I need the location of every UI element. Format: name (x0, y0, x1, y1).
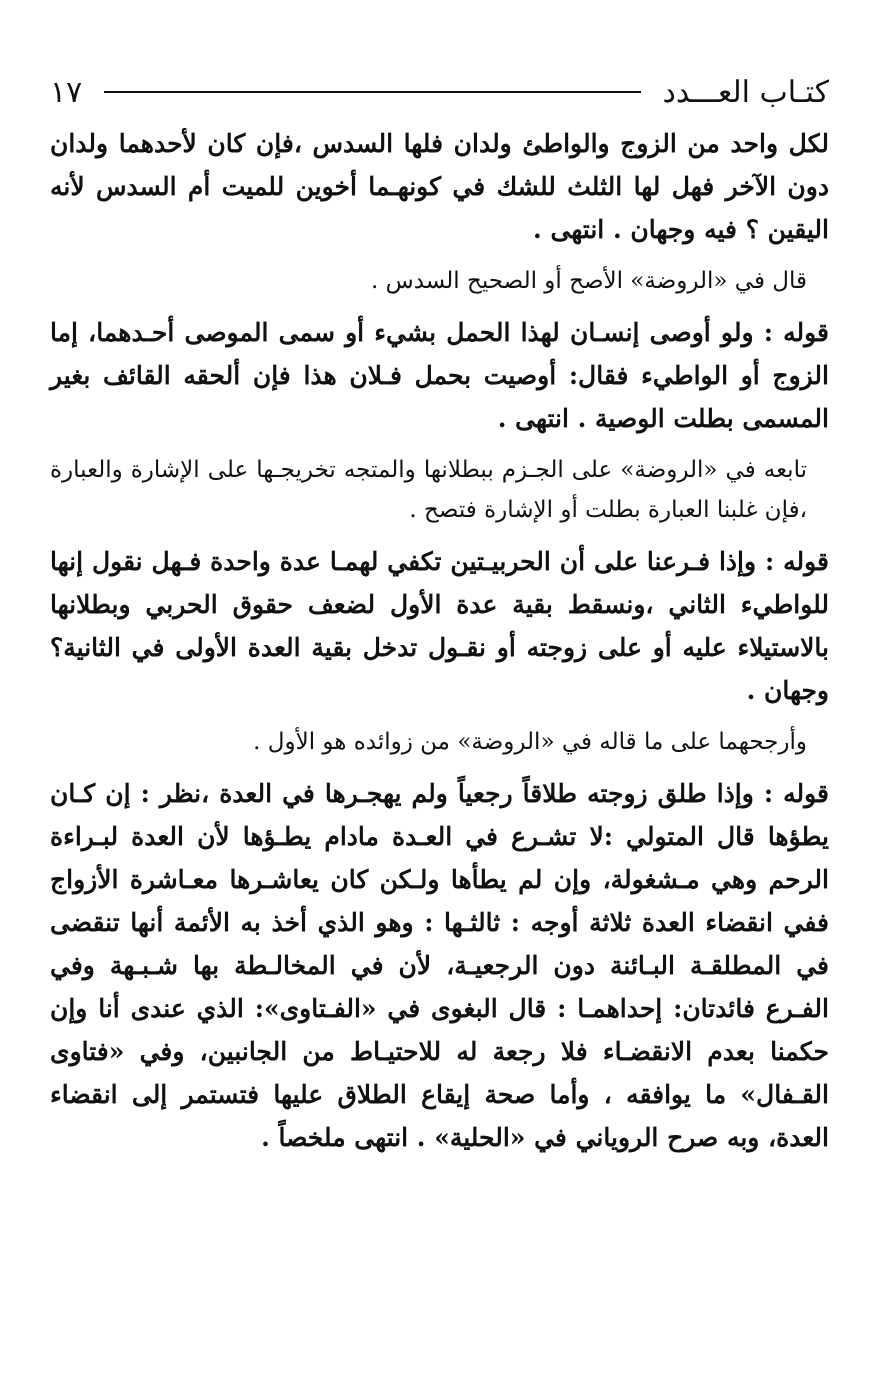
book-title: كتـاب العـــدد (662, 74, 829, 110)
page-number: ١٧ (50, 74, 83, 110)
page-header (50, 68, 829, 116)
paragraph-1: لكل واحد من الزوج والواطئ ولدان فلها السدس ،فإن كان لأحدهما ولدان دون الآخر فهل لها الثلث للشك في كونهـما أخوين للميت أم السدس لأنه اليقين ؟ فيه وجهان . انتهى . (50, 129, 829, 244)
paragraph-5: قوله : وإذا فـرعنا على أن الحربيـتين تكفي لهمـا عدة واحدة فـهل نقول إنها للواطيء الثاني ،ونسقط بقية عدة الأول لضعف حقوق الحربي وبطلانها بالاستيلاء عليه أو على زوجته أو نقـول تدخل بقية العدة الأولى في الثانية؟ وجهان . (50, 547, 829, 705)
paragraph-3: قوله : ولو أوصى إنسـان لهذا الحمل بشيء أو سمى الموصى أحـدهما، إما الزوج أو الواطيء فقال: أوصيت بحمل فـلان هذا فإن ألحقه القائف بغير المسمى بطلت الوصية . انتهى . (50, 318, 829, 433)
paragraph-6: وأرجحهما على ما قاله في «الروضة» من زوائده هو الأول . (253, 729, 807, 755)
paragraph-4: تابعه في «الروضة» على الجـزم ببطلانها والمتجه تخريجـها على الإشارة والعبارة ،فإن غلبنا العبارة بطلت أو الإشارة فتصح . (50, 457, 807, 523)
header-rule (104, 91, 640, 93)
paragraph-2: قال في «الروضة» الأصح أو الصحيح السدس . (371, 268, 807, 294)
paragraph-7: قوله : وإذا طلق زوجته طلاقاً رجعياً ولم يهجـرها في العدة ،نظر : إن كـان يطؤها قال المتولي :لا تشـرع في العـدة مادام يطـؤها لأن العدة لبـراءة الرحم وهي مـشغولة، وإن لم يطأها ولـكن كان يعاشـرها معـاشرة الأزواج ففي انقضاء العدة ثلاثة أوجه : ثالثـها : وهو الذي أخذ به الأئمة أنها تنقضى في المطلقـة البـائنة دون الرجعيـة، لأن في المخالـطة بها شـبـهة وفي الفـرع فائدتان: إحداهمـا : قال البغوى في «الفـتاوى»: الذي عندى أنا وإن حكمنا بعدم الانقضـاء فلا رجعة له للاحتيـاط من الجانبين، وفي «فتاوى القـفال» ما يوافقه ، وأما صحة إيقاع الطلاق عليها فتستمر إلى انقضاء العدة، وبه صرح الروياني في «الحلية» . انتهى ملخصاً . (50, 779, 829, 1152)
